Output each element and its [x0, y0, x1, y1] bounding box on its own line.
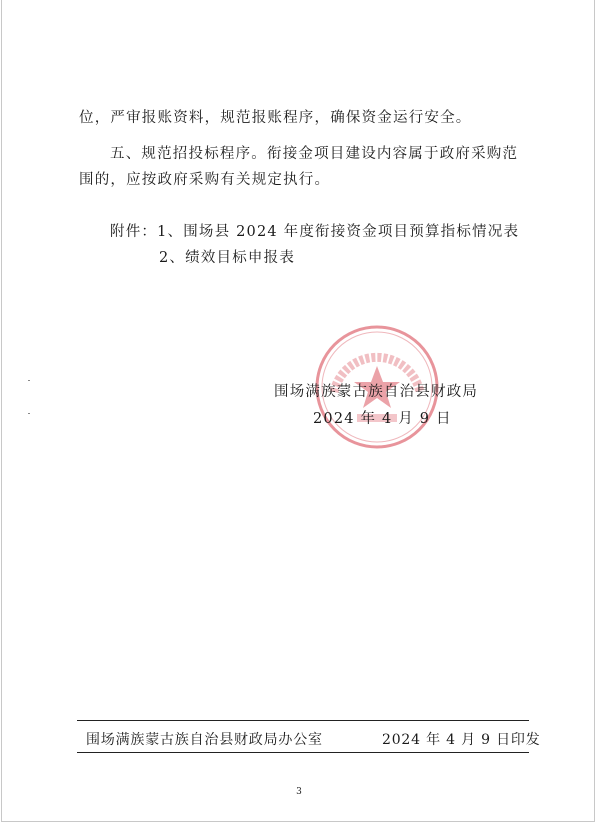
- scan-speck: [28, 413, 30, 414]
- body-line-2: 五、规范招投标程序。衔接金项目建设内容属于政府采购范: [110, 146, 519, 162]
- attachment-line-2: 2、绩效目标申报表: [159, 250, 296, 266]
- scan-speck: [28, 380, 30, 381]
- attachment-line-1: 附件：1、围场县 2024 年度衔接资金项目预算指标情况表: [110, 224, 520, 240]
- footer-rule-top: [77, 720, 529, 721]
- page-number: 3: [296, 787, 302, 797]
- signature-org: 围场满族蒙古族自治县财政局: [274, 384, 479, 400]
- body-line-3: 围的，应按政府采购有关规定执行。: [79, 172, 331, 188]
- body-line-1: 位，严审报账资料，规范报账程序，确保资金运行安全。: [79, 110, 472, 126]
- footer-office: 围场满族蒙古族自治县财政局办公室: [86, 732, 323, 748]
- footer-issued-date: 2024 年 4 月 9 日印发: [382, 732, 541, 748]
- signature-date: 2024 年 4 月 9 日: [313, 411, 452, 427]
- footer-rule-bottom: [77, 752, 529, 753]
